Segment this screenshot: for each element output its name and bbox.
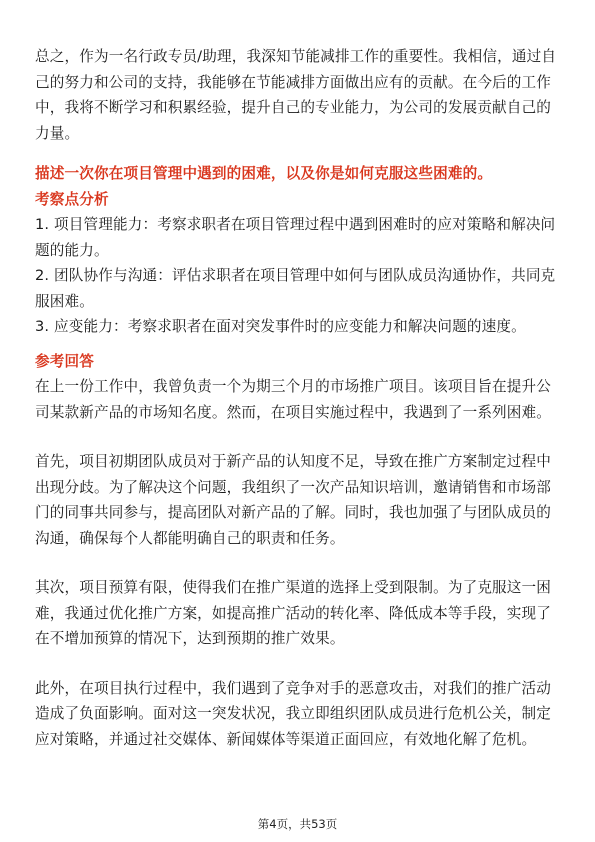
document-body	[35, 44, 560, 752]
answer-paragraph: 首先，项目初期团队成员对于新产品的认知度不足，导致在推广方案制定过程中出现分歧。为了解决这个问题，我组织了一次产品知识培训，邀请销售和市场部门的同事共同参与，提高团队对新产品的了解。同时，我也加强了与团队成员的沟通，确保每个人都能明确自己的职责和任务。	[35, 453, 552, 547]
answer-paragraph: 其次，项目预算有限，使得我们在推广渠道的选择上受到限制。为了克服这一困难，我通过优化推广方案，如提高推广活动的转化率、降低成本等手段，实现了在不增加预算的情况下，达到预期的推广效果。	[35, 579, 552, 647]
question-title: 描述一次你在项目管理中遇到的困难，以及你是如何克服这些困难的。	[35, 165, 493, 182]
intro-paragraph: 总之，作为一名行政专员/助理，我深知节能减排工作的重要性。我相信，通过自己的努力和公司的支持，我能够在节能减排方面做出应有的贡献。在今后的工作中，我将不断学习和积累经验，提升自己的专业能力，为公司的发展贡献自己的力量。	[35, 48, 557, 142]
analysis-point: 1. 项目管理能力：考察求职者在项目管理过程中遇到困难时的应对策略和解决问题的能力。	[35, 216, 556, 259]
analysis-point: 2. 团队协作与沟通：评估求职者在项目管理中如何与团队成员沟通协作，共同克服困难。	[35, 267, 556, 310]
answer-paragraph: 在上一份工作中，我曾负责一个为期三个月的市场推广项目。该项目旨在提升公司某款新产品的市场知名度。然而，在项目实施过程中，我遇到了一系列困难。	[35, 378, 552, 421]
analysis-point: 3. 应变能力：考察求职者在面对突发事件时的应变能力和解决问题的速度。	[35, 318, 526, 335]
answer-heading: 参考回答	[35, 352, 94, 370]
page-number: 第4页，共53页	[257, 817, 338, 831]
answer-paragraph: 此外，在项目执行过程中，我们遇到了竞争对手的恶意攻击，对我们的推广活动造成了负面影响。面对这一突发状况，我立即组织团队成员进行危机公关，制定应对策略，并通过社交媒体、新闻媒体等渠道正面回应，有效地化解了危机。	[35, 679, 552, 748]
analysis-heading: 考察点分析	[35, 190, 109, 208]
